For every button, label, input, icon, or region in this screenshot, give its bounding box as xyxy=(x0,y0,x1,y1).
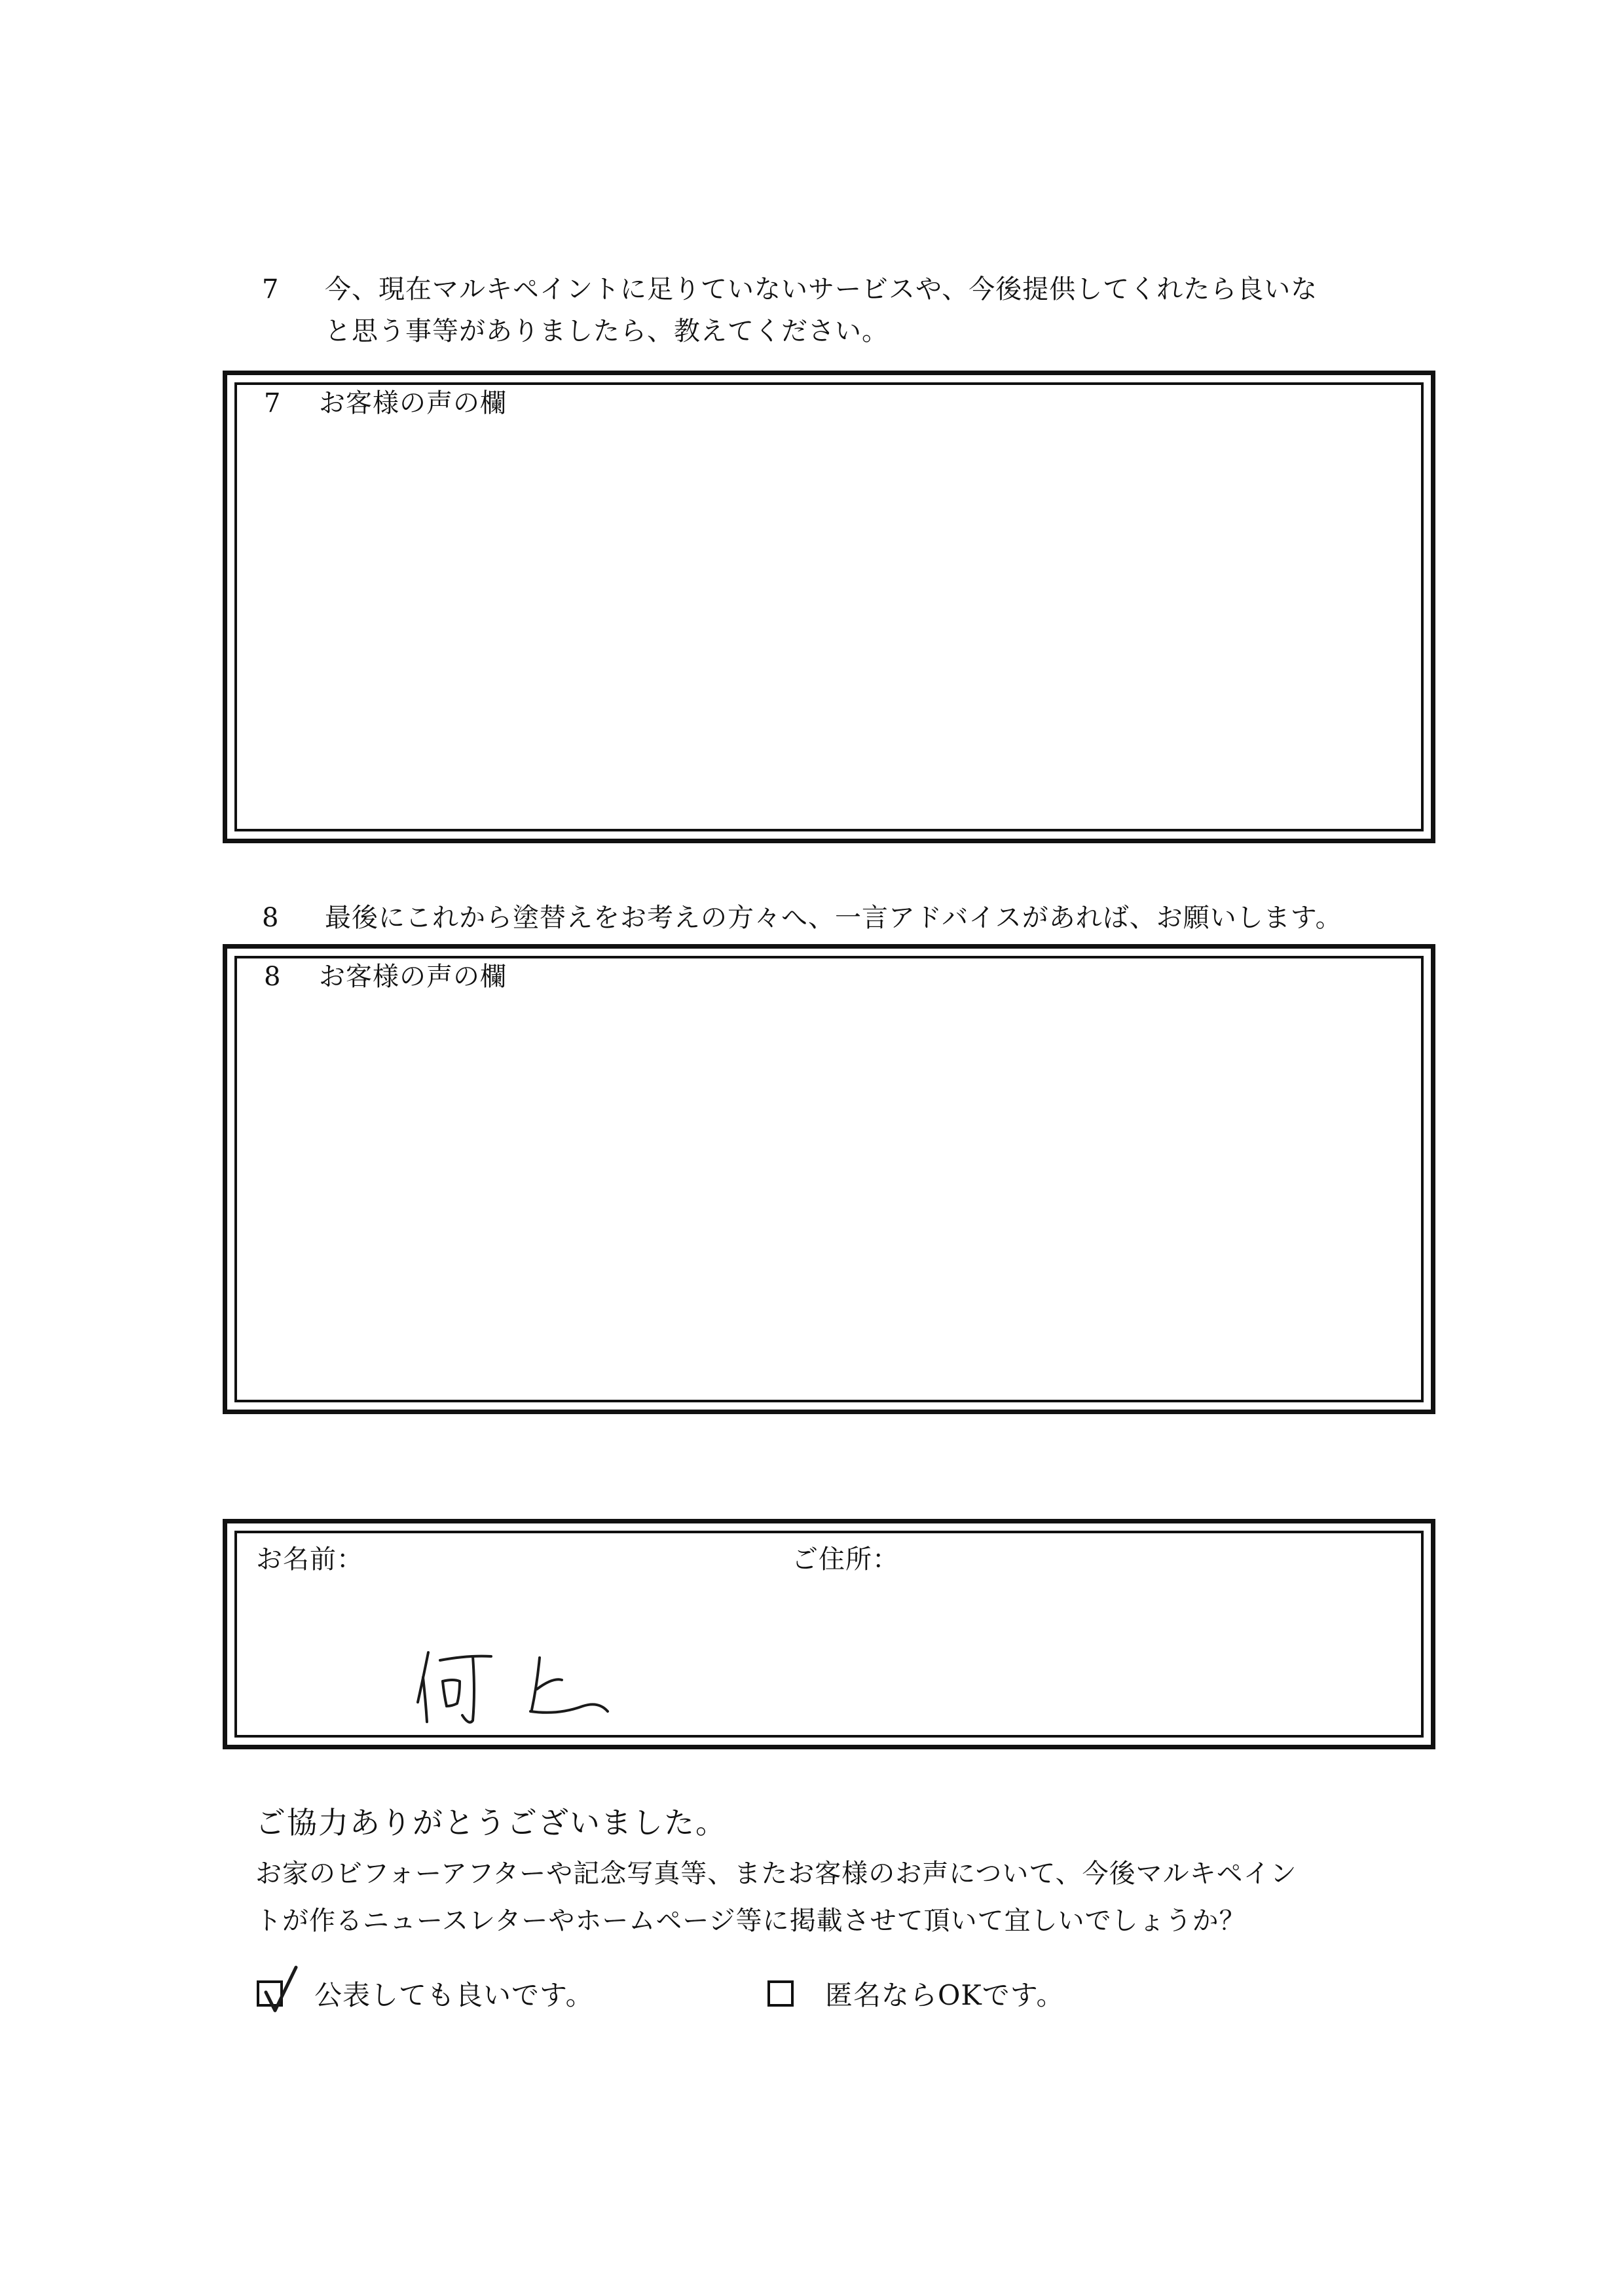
question-7-number: 7 xyxy=(262,274,280,304)
public-checkbox[interactable] xyxy=(257,1980,283,2007)
question-8 xyxy=(262,897,1473,939)
question-7-line2: と思う事等がありましたら、教えてください。 xyxy=(325,316,889,346)
question-8-text: 最後にこれから塗替えをお考えの方々へ、一言アドバイスがあれば、お願いします。 xyxy=(325,903,1342,933)
anonymous-option-label: 匿名ならOKです。 xyxy=(825,1979,1065,2011)
thanks-title: ご協力ありがとうございました。 xyxy=(255,1805,727,1840)
checkmark-icon xyxy=(262,1963,301,2016)
answer-box-8[interactable] xyxy=(223,944,1435,1414)
contact-box[interactable] xyxy=(223,1519,1435,1749)
answer-box-7-number: 7 xyxy=(264,388,282,418)
answer-box-7-label: お客様の声の欄 xyxy=(319,388,507,418)
thanks-body-line2: トが作るニュースレターやホームページ等に掲載させて頂いて宜しいでしょうか？ xyxy=(255,1906,1246,1936)
thanks-body xyxy=(255,1850,1434,1944)
name-label: お名前： xyxy=(256,1544,363,1575)
answer-box-7-inner-border xyxy=(234,382,1424,831)
answer-box-8-inner-border xyxy=(234,956,1424,1402)
answer-box-8-label: お客様の声の欄 xyxy=(319,962,507,992)
handwritten-name-signature xyxy=(414,1638,630,1736)
consent-option-public[interactable] xyxy=(257,1971,594,2016)
anonymous-checkbox[interactable] xyxy=(767,1980,794,2007)
question-7-line1: 今、現在マルキペイントに足りていないサービスや、今後提供してくれたら良いな xyxy=(325,274,1318,304)
question-8-number: 8 xyxy=(262,903,280,933)
consent-option-anonymous[interactable] xyxy=(767,1971,1064,2016)
answer-box-8-number: 8 xyxy=(264,962,282,992)
question-7 xyxy=(262,268,1473,352)
address-label: ご住所： xyxy=(792,1544,899,1575)
public-option-label: 公表しても良いです。 xyxy=(314,1979,594,2011)
thanks-body-line1: お家のビフォーアフターや記念写真等、またお客様のお声について、今後マルキペイン xyxy=(255,1859,1297,1889)
answer-box-7[interactable] xyxy=(223,371,1435,843)
